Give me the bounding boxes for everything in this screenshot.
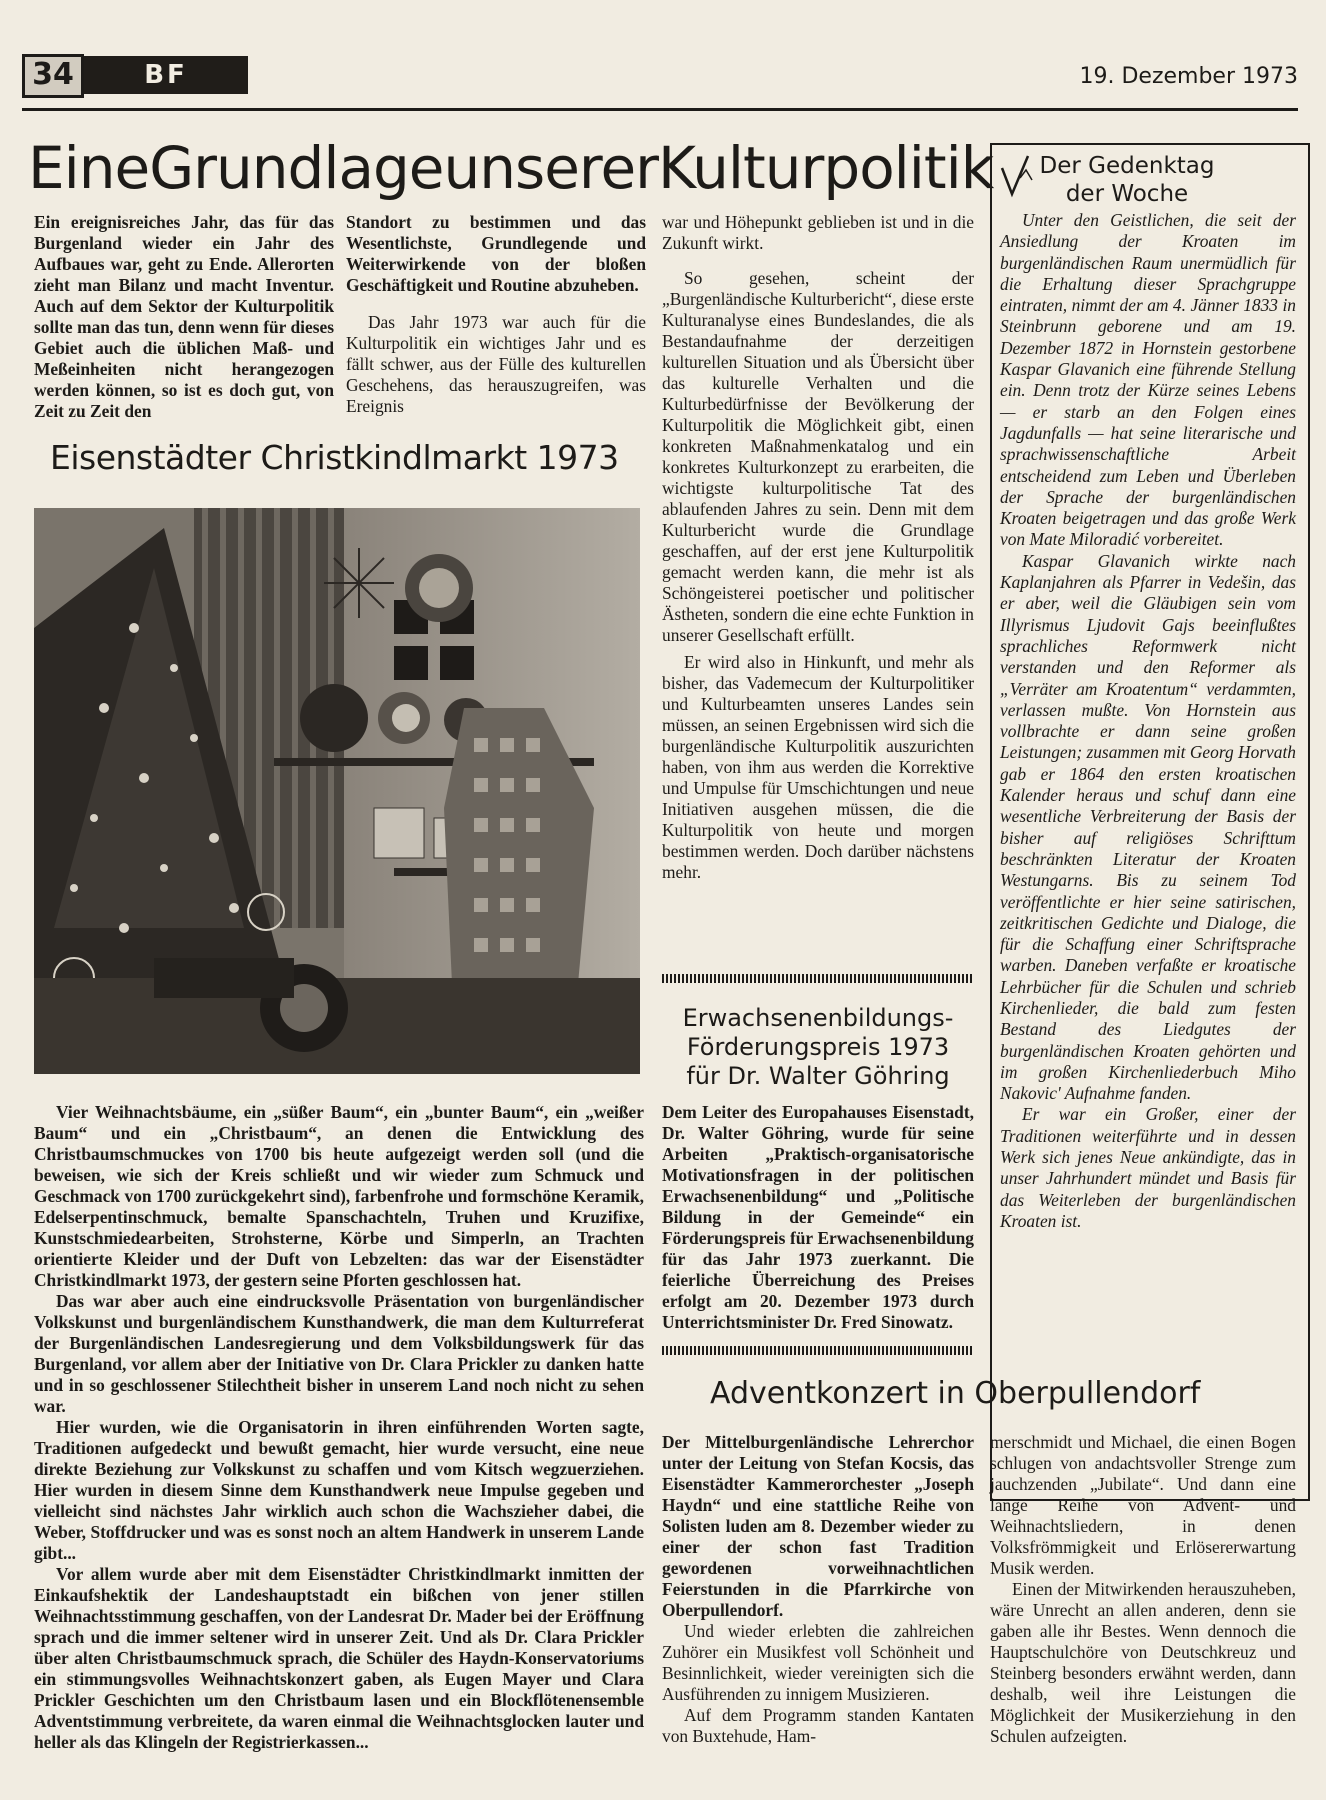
main-headline: EineGrundlageunsererKulturpolitik [28, 134, 994, 202]
advent-col1-p2: Und wieder erlebten die zahlreichen Zuhörer ein Musikfest voll Schönheit und Besinnlichkeit, wieder vereinigten sich die Ausführenden zu innigem Musizieren. [662, 1621, 974, 1704]
advent-headline: Adventkonzert in Oberpullendorf [710, 1376, 1201, 1411]
gedenktag-p1: Unter den Geistlichen, die seit der Ansiedlung der Kroaten im burgenländischen Raum unermüdlich für die Erhaltung dieser Sprachgruppe eintraten, nimmt der am 4. Jänner 1833 in Steinbrunn geborene und am 19. Dezember 1872 in Hornstein gestorbene Kaspar Glavanich eine führende Stellung ein. Denn trotz der Kürze seines Lebens — er starb an den Folgen eines Jagdunfalls — hat seine literarische und sprachwissenschaftliche Arbeit entscheidend zum Leben und Überleben der Sprache der burgenländischen Kroaten beigetragen und das große Werk von Mate Miloradić vorbereitet. [1000, 210, 1296, 550]
lead-column-1 [34, 212, 334, 422]
photo-illustration [34, 508, 640, 1074]
advent-column-1 [662, 1432, 974, 1747]
gedenktag-title-line1: Der Gedenktag [1039, 153, 1215, 179]
christkindl-p2: Das war aber auch eine eindrucksvolle Präsentation von burgenländischer Volkskunst und burgenländischem Kunsthandwerk, die man dem Kulturreferat der Burgenländischen Landesregierung und dem Volksbildungswerk für das Burgenland, vor allem aber der Initiative von Dr. Clara Prickler zu danken hatte und in so geschlossener Stilechtheit bisher in unserem Land noch nicht zu sehen war. [34, 1291, 644, 1416]
lead-col3-p1: war und Höhepunkt geblieben ist und in die Zukunft wirkt. [662, 212, 974, 253]
advent-column-2 [990, 1432, 1296, 1747]
advent-col2-p2: Einen der Mitwirkenden herauszuheben, wäre Unrecht an allen anderen, denn sie gaben alle ihr Bestes. Wenn dennoch die Hauptschulchöre von Deutschkreuz und Steinberg besonders erwähnt werden, dann deshalb, weil ihre Leistungen die Möglichkeit der Musikerziehung in den Schulen aufzeigten. [990, 1579, 1296, 1746]
foerderung-title-line2: Förderungspreis 1973 [686, 1033, 950, 1061]
foerderung-text: Dem Leiter des Europahauses Eisenstadt, Dr. Walter Göhring, wurde für seine Arbeiten „Praktisch-organisatorische Motivationsfragen in der politischen Erwachsenenbildung“ und „Politische Bildung in der Gemeinde“ ein Förderungspreis für Erwachsenenbildung für das Jahr 1973 zuerkannt. Die feierliche Überreichung des Preises erfolgt am 20. Dezember 1973 durch Unterrichtsminister Dr. Fred Sinowatz. [662, 1102, 974, 1332]
christkindl-p1: Vier Weihnachtsbäume, ein „süßer Baum“, ein „bunter Baum“, ein „weißer Baum“ und ein „Christbaum“, an denen die Entwicklung des Christbaumschmuckes von 1700 bis heute aufgezeigt werden soll (und die beweisen, wie sich der Kreis schließt und wir wieder zum Schmuck und Geschmack von 1700 zurückgekehrt sind), farbenfrohe und formschöne Keramik, Edelserpentinschmuck, bemalte Spanschachteln, Truhen und Kruzifixe, Kunstschmiedearbeiten, Strohsterne, Körbe und Simperln, an Trachten orientierte Kleider und der Duft von Lebzelten: das war der Eisenstädter Christkindlmarkt 1973, der gestern seine Pforten geschlossen hat. [34, 1102, 644, 1290]
page-number: 34 [22, 54, 84, 98]
hatch-divider-top [662, 974, 974, 983]
gedenktag-title [1032, 152, 1222, 208]
lead-col1-text: Ein ereignisreiches Jahr, das für das Burgenland wieder ein Jahr des Aufbaues war, geht zu Ende. Allerorten zieht man Bilanz und macht Inventur. Auch auf dem Sektor der Kulturpolitik sollte man das tun, denn wenn für dieses Gebiet auch die üblichen Maß- und Meßeinheiten nicht herangezogen werden können, so ist es doch gut, von Zeit zu Zeit den [34, 212, 334, 421]
foerderung-body [662, 1102, 974, 1333]
foerderung-title-line3: für Dr. Walter Göhring [686, 1062, 950, 1090]
foerderung-title-line1: Erwachsenenbildungs- [682, 1004, 954, 1032]
section-label: BF [84, 56, 248, 94]
gedenktag-p2: Kaspar Glavanich wirkte nach Kaplanjahren als Pfarrer in Vedešin, das er aber, weil die Gläubigen sein vom Illyrismus Ljudovit Gajs beeinflußtes sprachliches Reformwerk nicht verstanden und den Reformer als „Verräter am Kroatentum“ verdammten, verlassen mußte. Von Hornstein aus vollbrachte er dann seine großen Leistungen; zusammen mit Georg Horvath gab er 1864 den ersten kroatischen Kalender heraus und schuf dann eine wesentliche Verbreiterung der Basis der bisher auf religiöses Schrifttum beschränkten Literatur der Kroaten Westungarns. Bis zu seinem Tod veröffentlichte er hier seine satirischen, zeitkritischen Gedichte und Dialoge, die für die Schaffung einer Schriftsprache warben. Daneben verfaßte er kroatische Lehrbücher für die Schulen und schrieb Kirchenlieder, die bald zum festen Bestand des Liedgutes der burgenländischen Kroaten gehörten und im großen Kirchenliederbuch Miho Nakovic' Aufnahme fanden. [1000, 550, 1296, 1104]
advent-col1-p3: Auf dem Programm standen Kantaten von Buxtehude, Ham- [662, 1705, 974, 1746]
straw-star [324, 548, 394, 618]
christkindl-headline: Eisenstädter Christkindlmarkt 1973 [50, 438, 619, 477]
advent-col1-bold: Der Mittelburgenländische Lehrerchor unter der Leitung von Stefan Kocsis, das Eisenstädter Kammerorchester „Joseph Haydn“ und eine stattliche Reihe von Solisten luden am 8. Dezember wieder zu einer der schon fast Tradition gewordenen vorweihnachtlichen Feierstunden in die Pfarrkirche von Oberpullendorf. [662, 1432, 974, 1620]
lead-column-3 [662, 212, 974, 883]
masthead-rule [22, 108, 1298, 111]
christkindl-p4: Vor allem wurde aber mit dem Eisenstädter Christkindlmarkt inmitten der Einkaufshektik der Landeshauptstadt ein bißchen von jener stillen Weihnachtsstimmung geschaffen, von der Landesrat Dr. Mader bei der Eröffnung sprach und die immer seltener wird in unserer Zeit. Und als Dr. Clara Prickler über alten Christbaumschmuck sprach, die Schüler des Haydn-Konservatoriums ein stimmungsvolles Weihnachtskonzert gaben, als Eugen Mayer und Clara Prickler Geschichten um den Christbaum lasen und ein Blockflötenensemble Adventstimmung verbreitete, da waren einmal die Weihnachtsglocken lauter und heller als das Klingeln der Registrierkassen... [34, 1564, 644, 1752]
lead-col3-p3: Er wird also in Hinkunft, und mehr als bisher, das Vademecum der Kulturpolitiker und Kulturbeamten unseres Landes sein müssen, an seinen Ergebnissen wird sich die burgenländische Kulturpolitik auszurichten haben, von ihm aus werden die Korrektive und Umpulse für Umschichtungen und neue Initiativen ausgehen müssen, die die Kulturpolitik von heute und morgen bestimmen werden. Doch darüber nächstens mehr. [662, 652, 974, 882]
gedenktag-p3: Er war ein Großer, einer der Traditionen weiterführte und in dessen Werk sich jenes Neue ankündigte, das in unser Jahrhundert mündet und Basis für das Weiterleben der burgenländischen Kroaten ist. [1000, 1104, 1296, 1231]
quill-mark-icon [996, 150, 1036, 200]
foerderung-headline [662, 1004, 974, 1091]
gedenktag-title-line2: der Woche [1065, 181, 1189, 207]
advent-col2-p1: merschmidt und Michael, die einen Bogen schlugen von andachtsvoller Strenge zum jauchzenden „Jubilate“. Und dann eine lange Reihe von Advent- und Weihnachtsliedern, in denen Volksfrömmigkeit und Erlösererwartung Musik werden. [990, 1432, 1296, 1578]
hatch-divider-bottom [662, 1346, 974, 1355]
christmas-market-photo [34, 508, 640, 1074]
christkindl-body [34, 1102, 644, 1753]
lead-col3-p2: So gesehen, scheint der „Burgenländische Kulturbericht“, diese erste Kulturanalyse eines Bundeslandes, die als Bestandaufnahme der derzeitigen kulturellen Situation und als Übersicht über das kulturelle Verhalten und die Kulturbedürfnisse der Bevölkerung der Kulturpolitik die Möglichkeit gibt, einen konkreten Maßnahmenkatalog und ein konkretes Kulturkonzept zu erarbeiten, die wichtigste kulturpolitische Tat des ablaufenden Jahres zu sein. Denn mit dem Kulturbericht wurde die Grundlage geschaffen, auf der erst jene Kulturpolitik gemacht werden kann, die mehr ist als Schöngeisterei poetischer und politischer Ästheten, sondern die eine echte Funktion in unserer Gesellschaft erfüllt. [662, 268, 974, 645]
christkindl-p3: Hier wurden, wie die Organisatorin in ihren einführenden Worten sagte, Traditionen aufgedeckt und bewußt gemacht, hier wurde versucht, eine neue direkte Beziehung zur Volkskunst zu schaffen und vom Kitsch wegzuerziehen. Hier wurden in diesem Sinne dem Kunsthandwerk neue Impulse gegeben und vielleicht sind nächstes Jahr wirklich auch schon die Wachszieher dabei, die Weber, Stoffdrucker und was es sonst noch an altem Handwerk in unserem Lande gibt... [34, 1417, 644, 1563]
lead-col2-paragraph: Das Jahr 1973 war auch für die Kulturpolitik ein wichtiges Jahr und es fällt schwer, aus der Fülle des kulturellen Geschehens, das herauszugreifen, was Ereignis [346, 312, 646, 416]
gedenktag-body [1000, 210, 1296, 1232]
issue-date: 19. Dezember 1973 [1079, 64, 1298, 89]
lead-col2-bold: Standort zu bestimmen und das Wesentlichste, Grundlegende und Weiterwirkende von der bloßen Geschäftigkeit und Routine abzuheben. [346, 212, 646, 295]
lead-column-2 [346, 212, 646, 417]
